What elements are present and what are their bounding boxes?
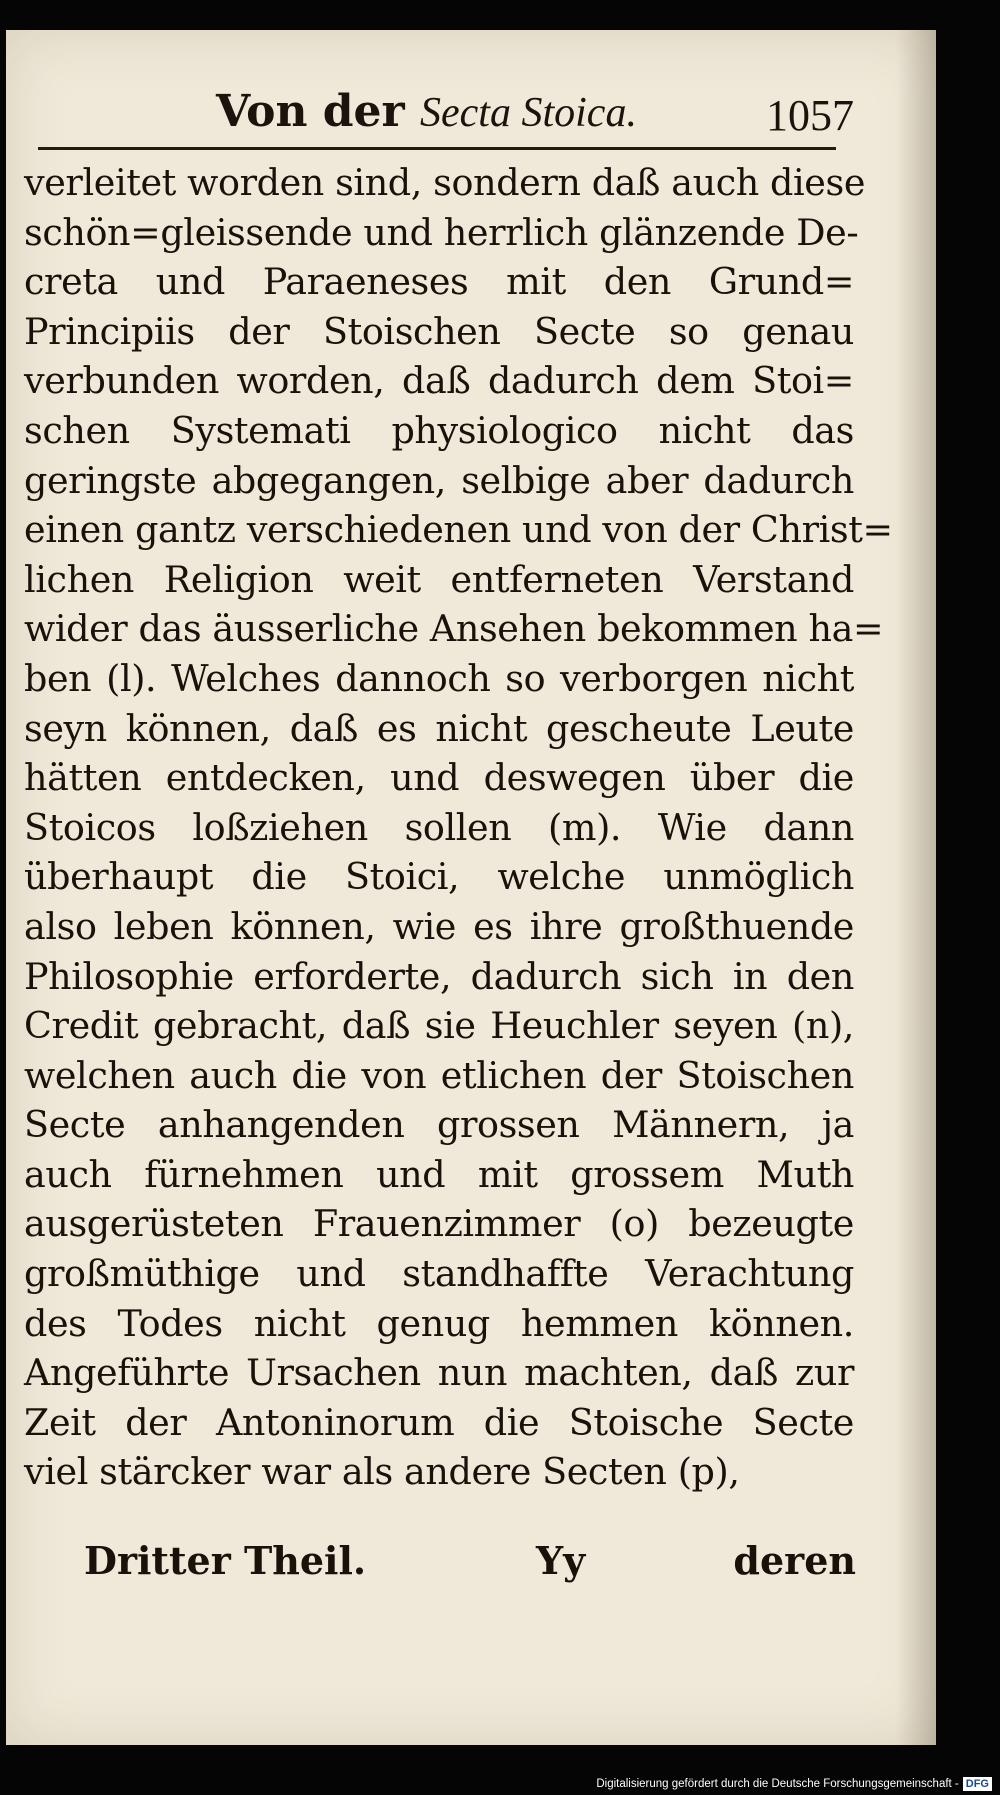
text-line: Angeführte Ursachen nun machten, daß zur — [24, 1351, 854, 1395]
text-line: Secte anhangenden grossen Männern, ja — [24, 1103, 854, 1147]
text-line: Credit gebracht, daß sie Heuchler seyen (n), — [24, 1004, 854, 1048]
page-number: 1057 — [766, 91, 854, 140]
text-line: Philosophie erforderte, dadurch sich in den — [24, 954, 854, 998]
text-line: Stoicos loßziehen sollen (m). Wie dann — [24, 805, 854, 849]
text-line: welchen auch die von etlichen der Stoischen — [24, 1053, 854, 1097]
text-line: seyn können, daß es nicht gescheute Leute — [24, 706, 854, 750]
volume-signature: Dritter Theil. — [84, 1538, 367, 1583]
sheet-mark: Yy — [536, 1538, 586, 1583]
header-rule — [38, 147, 836, 150]
text-line: überhaupt die Stoici, welche unmöglich — [24, 855, 854, 899]
book-page — [6, 30, 936, 1745]
text-line: hätten entdecken, und deswegen über die — [24, 756, 854, 800]
text-line: geringste abgegangen, selbige aber dadurch — [24, 458, 854, 502]
catchword: deren — [733, 1538, 856, 1583]
page-header — [6, 86, 936, 150]
text-line: lichen Religion weit entferneten Verstand — [24, 557, 854, 601]
text-line: also leben können, wie es ihre großthuende — [24, 904, 854, 948]
text-line: creta und Paraeneses mit den Grund= — [24, 260, 854, 304]
text-line: einen gantz verschiedenen und von der Christ= — [24, 508, 893, 552]
running-head — [216, 86, 637, 137]
text-line: Zeit der Antoninorum die Stoische Secte — [24, 1400, 854, 1444]
running-head-fraktur: Von der — [216, 86, 421, 137]
text-line: des Todes nicht genug hemmen können. — [24, 1301, 854, 1345]
text-line: verbunden worden, daß dadurch dem Stoi= — [24, 359, 854, 403]
text-line: viel stärcker war als andere Secten (p), — [24, 1450, 740, 1494]
dfg-logo: DFG — [963, 1777, 992, 1791]
text-line: auch fürnehmen und mit grossem Muth — [24, 1152, 854, 1196]
body-text — [24, 158, 893, 1497]
page-footer — [6, 1538, 936, 1590]
running-head-italic: Secta Stoica. — [420, 90, 637, 136]
text-line: Principiis der Stoischen Secte so genau — [24, 309, 854, 353]
text-line: schön=gleissende und herrlich glänzende De- — [24, 210, 859, 254]
text-line: ben (l). Welches dannoch so verborgen nicht — [24, 656, 854, 700]
text-line: großmüthige und standhaffte Verachtung — [24, 1252, 854, 1296]
text-line: ausgerüsteten Frauenzimmer (o) bezeugte — [24, 1202, 854, 1246]
digitization-credit — [596, 1777, 992, 1791]
text-line: verleitet worden sind, sondern daß auch diese — [24, 161, 866, 204]
credit-text: Digitalisierung gefördert durch die Deutsche Forschungsgemeinschaft - — [596, 1778, 959, 1790]
text-line: wider das äusserliche Ansehen bekommen ha= — [24, 607, 884, 651]
page-edge-shadow — [896, 30, 936, 1745]
text-line: schen Systemati physiologico nicht das — [24, 408, 854, 452]
